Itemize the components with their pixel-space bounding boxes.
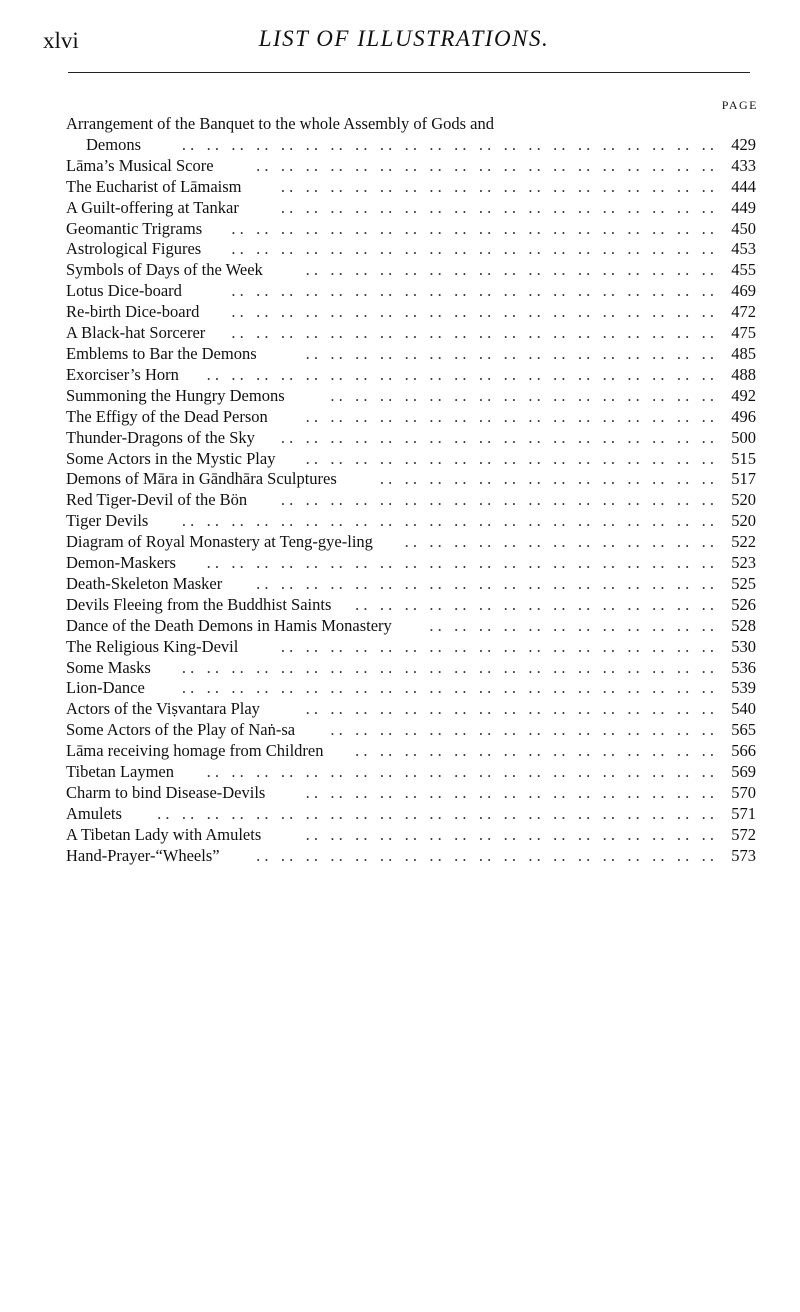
page-number: xlvi [43,28,79,53]
leader-dots: . . . . . . . . . . . . . . . . . . . . . . . . . . . . . . . . [330,385,714,405]
list-item [66,699,756,720]
entry-page: 488 [731,364,756,384]
leader-dots: . . . . . . . . . . . . . . . . . . . . . . . . . . . . . . . . . . . . . . [256,845,714,865]
list-item [66,260,756,281]
list-item [66,365,756,386]
leader-dots: . . . . . . . . . . . . . . . . . . . . . . . . . . . . . . . . . . . . [280,490,714,510]
list-item [66,783,756,804]
leader-dots: . . . . . . . . . . . . . . . . . . . . . . . . . . . . [379,469,714,489]
list-item-continuation [66,135,756,156]
entry-page: 515 [731,448,756,468]
list-item [66,114,756,135]
entry-page: 571 [731,803,756,823]
entry-title: Emblems to Bar the Demons [66,343,257,363]
leader-dots: . . . . . . . . . . . . . . . . . . . . . . . . . . . . . . . . . . . . . . . . [231,218,714,238]
list-item [66,490,756,511]
entry-page: 526 [731,594,756,614]
header-rule [68,72,750,73]
leader-dots: . . . . . . . . . . . . . . . . . . . . . . . . . . . . . . . . . . . . [280,427,714,447]
entry-title: Diagram of Royal Monastery at Teng-gye-ling [66,532,373,552]
entry-page: 570 [731,783,756,802]
entry-page: 444 [731,176,756,196]
entry-title: Charm to bind Disease-Devils [66,783,266,802]
entry-title: Exorciser’s Horn [66,364,179,384]
entry-page: 523 [731,553,756,573]
list-item [66,428,756,449]
entry-page: 455 [731,260,756,280]
entry-page: 472 [731,302,756,322]
list-item [66,595,756,616]
list-item [66,449,756,470]
entry-title: The Religious King-Devil [66,636,239,656]
entry-page: 540 [731,699,756,719]
list-item [66,741,756,762]
entry-title: Lion-Dance [66,678,145,698]
entry-page: 492 [731,385,756,405]
entry-title: Tiger Devils [66,511,149,531]
list-item [66,637,756,658]
entry-title: Arrangement of the Banquet to the whole Assembly of Gods and [66,114,494,133]
leader-dots: . . . . . . . . . . . . . . . . . . . . . . . . . . . . . . . . . . . . [280,176,714,196]
list-item [66,177,756,198]
list-item [66,511,756,532]
list-item [66,323,756,344]
leader-dots: . . . . . . . . . . . . . . . . . . . . . . . . . . . . . . . . . . . . . . . . . . . . [181,678,714,698]
leader-dots: . . . . . . . . . . . . . . . . . . . . . . . . . . . . . . . . . . . . . . . . . . [206,364,714,384]
list-item [66,302,756,323]
leader-dots: . . . . . . . . . . . . . . . . . . . . . . . . . . . . . . . . . . . . . . [256,155,714,175]
entry-title: Thunder-Dragons of the Sky [66,427,255,447]
entry-page: 565 [731,720,756,740]
list-item [66,825,756,846]
entry-title: Tibetan Laymen [66,762,174,782]
entry-page: 500 [731,427,756,447]
entry-page: 522 [731,532,756,552]
list-item [66,553,756,574]
entry-page: 433 [731,155,756,175]
entry-title: A Tibetan Lady with Amulets [66,824,262,844]
entry-title: Amulets [66,803,122,823]
list-item [66,574,756,595]
entry-page: 536 [731,657,756,677]
leader-dots: . . . . . . . . . . . . . . . . . . . . . . . . . . . . . . . . . . [305,343,714,363]
entry-title: The Effigy of the Dead Person [66,406,268,426]
entry-page: 496 [731,406,756,426]
entry-page: 517 [731,469,756,489]
entry-page: 475 [731,323,756,343]
entry-page: 569 [731,762,756,782]
leader-dots: . . . . . . . . . . . . . . . . . . . . . . . . . . . . . . . . [330,720,714,740]
entry-title: Some Masks [66,657,151,677]
page-title: LIST OF ILLUSTRATIONS. [258,26,550,51]
list-item [66,720,756,741]
list-item [66,532,756,553]
leader-dots: . . . . . . . . . . . . . . . . . . . . . . . . . . [404,532,714,552]
entry-page: 520 [731,490,756,510]
illustration-list [66,114,756,867]
entry-title: Lotus Dice-board [66,281,182,301]
entry-title: Symbols of Days of the Week [66,260,263,280]
entry-page: 429 [731,134,756,154]
leader-dots: . . . . . . . . . . . . . . . . . . . . . . . . . . . . . . . . . . [305,260,714,280]
entry-page: 566 [731,741,756,761]
entry-title: A Guilt-offering at Tankar [66,197,239,217]
list-item [66,386,756,407]
entry-title: Some Actors of the Play of Naṅ-sa [66,720,296,740]
list-item [66,804,756,825]
entry-title: Astrological Figures [66,239,202,259]
leader-dots: . . . . . . . . . . . . . . . . . . . . . . . . . . . . . . . . . . . . . . . . . . . . [181,657,714,677]
entry-page: 453 [731,239,756,259]
list-item [66,198,756,219]
entry-title: Geomantic Trigrams [66,218,203,238]
entry-title: Lāma receiving homage from Children [66,741,324,761]
list-item [66,219,756,240]
list-item [66,846,756,867]
leader-dots: . . . . . . . . . . . . . . . . . . . . . . . . . . . . . . . . . . . . . . . . [231,239,714,259]
leader-dots: . . . . . . . . . . . . . . . . . . . . . . . . . . . . . . [355,594,714,614]
entry-title: Summoning the Hungry Demons [66,385,285,405]
list-item [66,658,756,679]
list-item [66,469,756,490]
leader-dots: . . . . . . . . . . . . . . . . . . . . . . . . . . . . . . . . . . [305,699,714,719]
entry-page: 449 [731,197,756,217]
entry-page: 530 [731,636,756,656]
entry-page: 485 [731,343,756,363]
leader-dots: . . . . . . . . . . . . . . . . . . . . . . . . [429,615,714,635]
entry-title: Dance of the Death Demons in Hamis Monastery [66,615,392,635]
page-column-label: PAGE [721,98,758,112]
entry-title: Death-Skeleton Masker [66,573,223,593]
leader-dots: . . . . . . . . . . . . . . . . . . . . . . . . . . . . . . . . . . . . . . . . . . . . [181,511,714,531]
list-item [66,407,756,428]
entry-title: A Black-hat Sorcerer [66,323,206,343]
entry-title: Actors of the Viṣvantara Play [66,699,260,719]
leader-dots: . . . . . . . . . . . . . . . . . . . . . . . . . . . . . . . . . . . . . . . . . . . . . . [157,803,714,823]
entry-title: Hand-Prayer-“Wheels” [66,845,220,865]
list-item [66,678,756,699]
entry-title: Demon-Maskers [66,553,176,573]
list-item [66,344,756,365]
leader-dots: . . . . . . . . . . . . . . . . . . . . . . . . . . . . . . . . . . . . . . . . [231,281,714,301]
leader-dots: . . . . . . . . . . . . . . . . . . . . . . . . . . . . . . . . . . . . . . . . . . [206,553,714,573]
entry-page: 572 [731,824,756,844]
list-item [66,762,756,783]
list-item [66,156,756,177]
entry-title: Some Actors in the Mystic Play [66,448,276,468]
entry-page: 525 [731,573,756,593]
entry-title: Lāma’s Musical Score [66,155,214,175]
leader-dots: . . . . . . . . . . . . . . . . . . . . . . . . . . . . . . . . . . [305,406,714,426]
entry-page: 573 [731,845,756,865]
leader-dots: . . . . . . . . . . . . . . . . . . . . . . . . . . . . . . . . . . . . . . . . [231,302,714,322]
leader-dots: . . . . . . . . . . . . . . . . . . . . . . . . . . . . . . . . . . . . . . . . . . [206,762,714,782]
entry-page: 520 [731,511,756,531]
list-item [66,281,756,302]
entry-title-continuation: Demons [86,134,141,154]
list-item [66,616,756,637]
leader-dots: . . . . . . . . . . . . . . . . . . . . . . . . . . . . . . . . . . . . [280,197,714,217]
leader-dots: . . . . . . . . . . . . . . . . . . . . . . . . . . . . . . . . . . [305,783,714,802]
leader-dots: . . . . . . . . . . . . . . . . . . . . . . . . . . . . . . . . . . . . . . [256,573,714,593]
leader-dots: . . . . . . . . . . . . . . . . . . . . . . . . . . . . . . . . . . . . [280,636,714,656]
entry-page: 528 [731,615,756,635]
list-item [66,239,756,260]
entry-page: 450 [731,218,756,238]
leader-dots: . . . . . . . . . . . . . . . . . . . . . . . . . . . . . . . . . . . . . . . . . . . . [181,134,714,154]
entry-title: Devils Fleeing from the Buddhist Saints [66,594,332,614]
entry-title: Demons of Māra in Gāndhāra Sculptures [66,469,337,489]
entry-title: Re-birth Dice-board [66,302,200,322]
entry-page: 539 [731,678,756,698]
leader-dots: . . . . . . . . . . . . . . . . . . . . . . . . . . . . . . . . . . [305,824,714,844]
entry-page: 469 [731,281,756,301]
leader-dots: . . . . . . . . . . . . . . . . . . . . . . . . . . . . . . [355,741,714,761]
leader-dots: . . . . . . . . . . . . . . . . . . . . . . . . . . . . . . . . . . . . . . . . [231,323,714,343]
leader-dots: . . . . . . . . . . . . . . . . . . . . . . . . . . . . . . . . . . [305,448,714,468]
entry-title: Red Tiger-Devil of the Bön [66,490,248,510]
entry-title: The Eucharist of Lāmaism [66,176,242,196]
